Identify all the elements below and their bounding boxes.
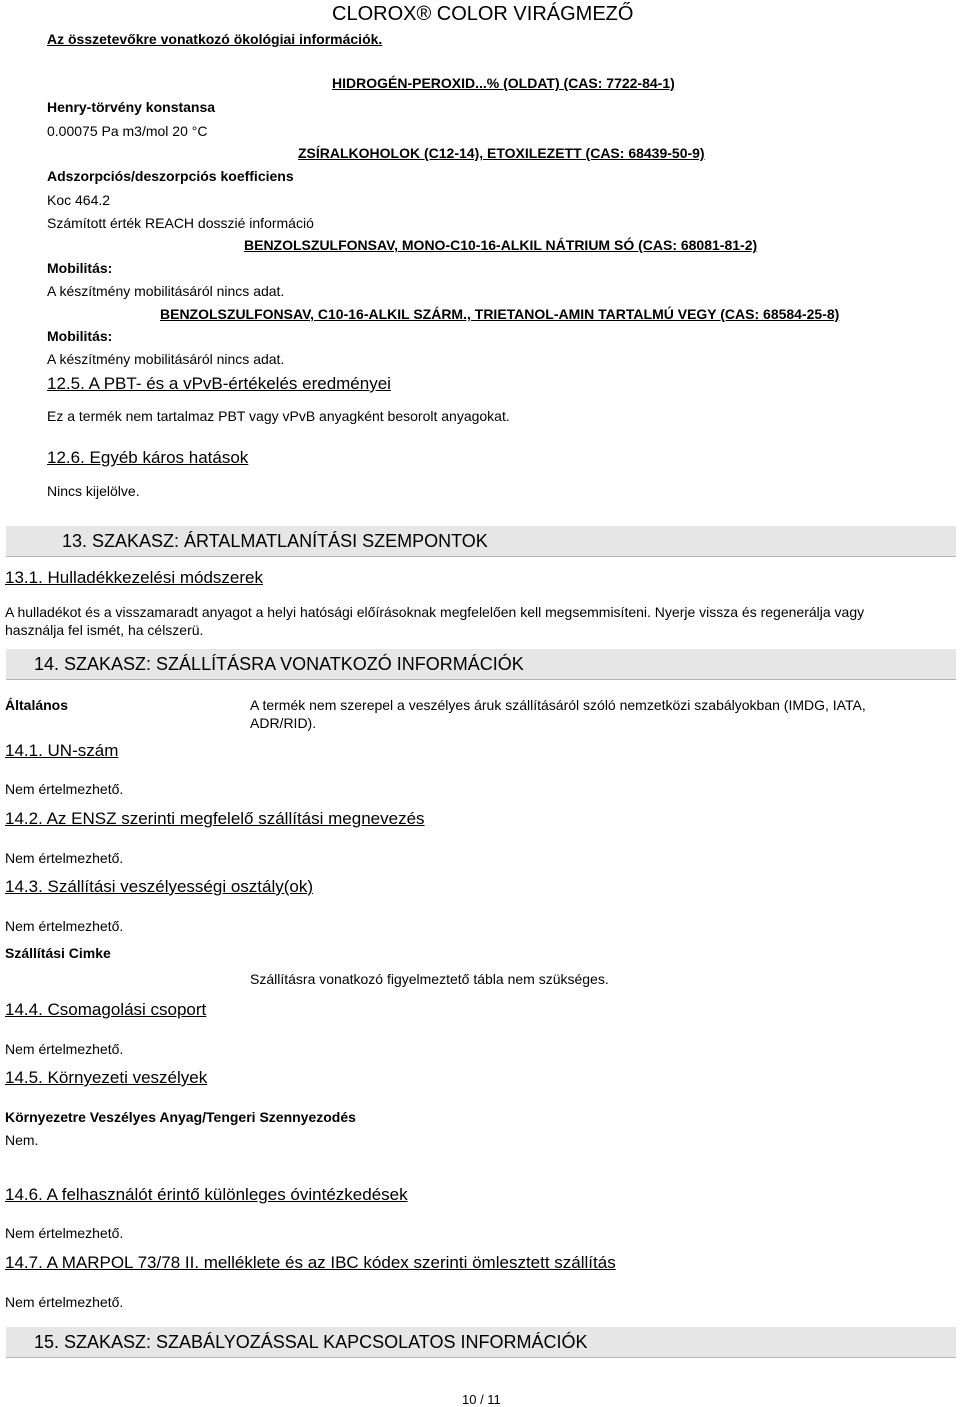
general-label: Általános — [5, 697, 69, 713]
section-13-1-title: 13.1. Hulladékkezelési módszerek — [5, 568, 263, 587]
eco-info-link[interactable]: Az összetevőkre vonatkozó ökológiai információk. — [47, 31, 383, 47]
mobility-text-2: A készítmény mobilitásáról nincs adat. — [47, 351, 285, 367]
transport-label-text: Szállításra vonatkozó figyelmeztető tábla nem szükséges. — [250, 971, 609, 987]
general-text: A termék nem szerepel a veszélyes áruk szállításáról szóló nemzetközi szabályokban (IMDG, IATA, ADR/RID). — [250, 697, 866, 731]
section-13-band — [6, 526, 956, 557]
henry-label: Henry-törvény konstansa — [47, 99, 216, 115]
adsorption-label: Adszorpciós/deszorpciós koefficiens — [47, 168, 294, 184]
hydrogen-peroxide-heading: HIDROGÉN-PEROXID...% (OLDAT) (CAS: 7722-84-1) — [332, 75, 675, 91]
transport-label-title: Szállítási Cimke — [5, 945, 111, 961]
document-title: CLOROX® COLOR VIRÁGMEZŐ — [332, 3, 634, 25]
section-14-6-text: Nem értelmezhető. — [5, 1225, 124, 1241]
section-14-1-text: Nem értelmezhető. — [5, 781, 124, 797]
henry-value: 0.00075 Pa m3/mol 20 °C — [47, 123, 208, 139]
section-14-3-text: Nem értelmezhető. — [5, 918, 124, 934]
section-14-4-title: 14.4. Csomagolási csoport — [5, 1000, 207, 1019]
section-14-7-title: 14.7. A MARPOL 73/78 II. melléklete és az IBC kódex szerinti ömlesztett szállítás — [5, 1253, 616, 1272]
sulfonic-sodium-heading: BENZOLSZULFONSAV, MONO-C10-16-ALKIL NÁTRIUM SÓ (CAS: 68081-81-2) — [244, 237, 758, 253]
section-12-6-text: Nincs kijelölve. — [47, 483, 140, 499]
section-14-2-title: 14.2. Az ENSZ szerinti megfelelő szállítási megnevezés — [5, 809, 425, 828]
section-13-title: 13. SZAKASZ: ÁRTALMATLANÍTÁSI SZEMPONTOK — [62, 531, 488, 551]
env-hazard-text: Nem. — [5, 1132, 39, 1148]
mobility-text-1: A készítmény mobilitásáról nincs adat. — [47, 283, 285, 299]
section-14-3-title: 14.3. Szállítási veszélyességi osztály(ok) — [5, 877, 314, 896]
mobility-label-1: Mobilitás: — [47, 260, 113, 276]
koc-value: Koc 464.2 — [47, 192, 111, 208]
section-14-7-text: Nem értelmezhető. — [5, 1294, 124, 1310]
env-hazard-label: Környezetre Veszélyes Anyag/Tengeri Szennyezodés — [5, 1109, 356, 1125]
section-15-band — [6, 1327, 956, 1358]
koc-note: Számított érték REACH dosszié információ — [47, 215, 314, 231]
section-14-4-text: Nem értelmezhető. — [5, 1041, 124, 1057]
section-14-title: 14. SZAKASZ: SZÁLLÍTÁSRA VONATKOZÓ INFORMÁCIÓK — [34, 654, 524, 674]
mobility-label-2: Mobilitás: — [47, 328, 113, 344]
section-12-5-text: Ez a termék nem tartalmaz PBT vagy vPvB anyagként besorolt anyagokat. — [47, 408, 510, 424]
sulfonic-tea-heading: BENZOLSZULFONSAV, C10-16-ALKIL SZÁRM., TRIETANOL-AMIN TARTALMÚ VEGY (CAS: 68584-25-8) — [160, 306, 840, 322]
page-number: 10 / 11 — [462, 1392, 501, 1407]
section-14-2-text: Nem értelmezhető. — [5, 850, 124, 866]
section-12-5-title: 12.5. A PBT- és a vPvB-értékelés eredményei — [47, 374, 391, 393]
section-14-6-title: 14.6. A felhasználót érintő különleges óvintézkedések — [5, 1185, 408, 1204]
section-14-5-title: 14.5. Környezeti veszélyek — [5, 1068, 208, 1087]
section-12-6-title: 12.6. Egyéb káros hatások — [47, 448, 249, 467]
section-14-band — [6, 649, 956, 680]
section-15-title: 15. SZAKASZ: SZABÁLYOZÁSSAL KAPCSOLATOS INFORMÁCIÓK — [34, 1332, 588, 1352]
fatty-alcohol-heading: ZSÍRALKOHOLOK (C12-14), ETOXILEZETT (CAS: 68439-50-9) — [298, 145, 705, 161]
section-14-1-title: 14.1. UN-szám — [5, 741, 119, 760]
section-13-1-text: A hulladékot és a visszamaradt anyagot a helyi hatósági előírásoknak megfelelően kell megsemmisíteni. Nyerje vissza és regenerálja vagy használja fel ismét, ha célszerü. — [5, 604, 865, 638]
